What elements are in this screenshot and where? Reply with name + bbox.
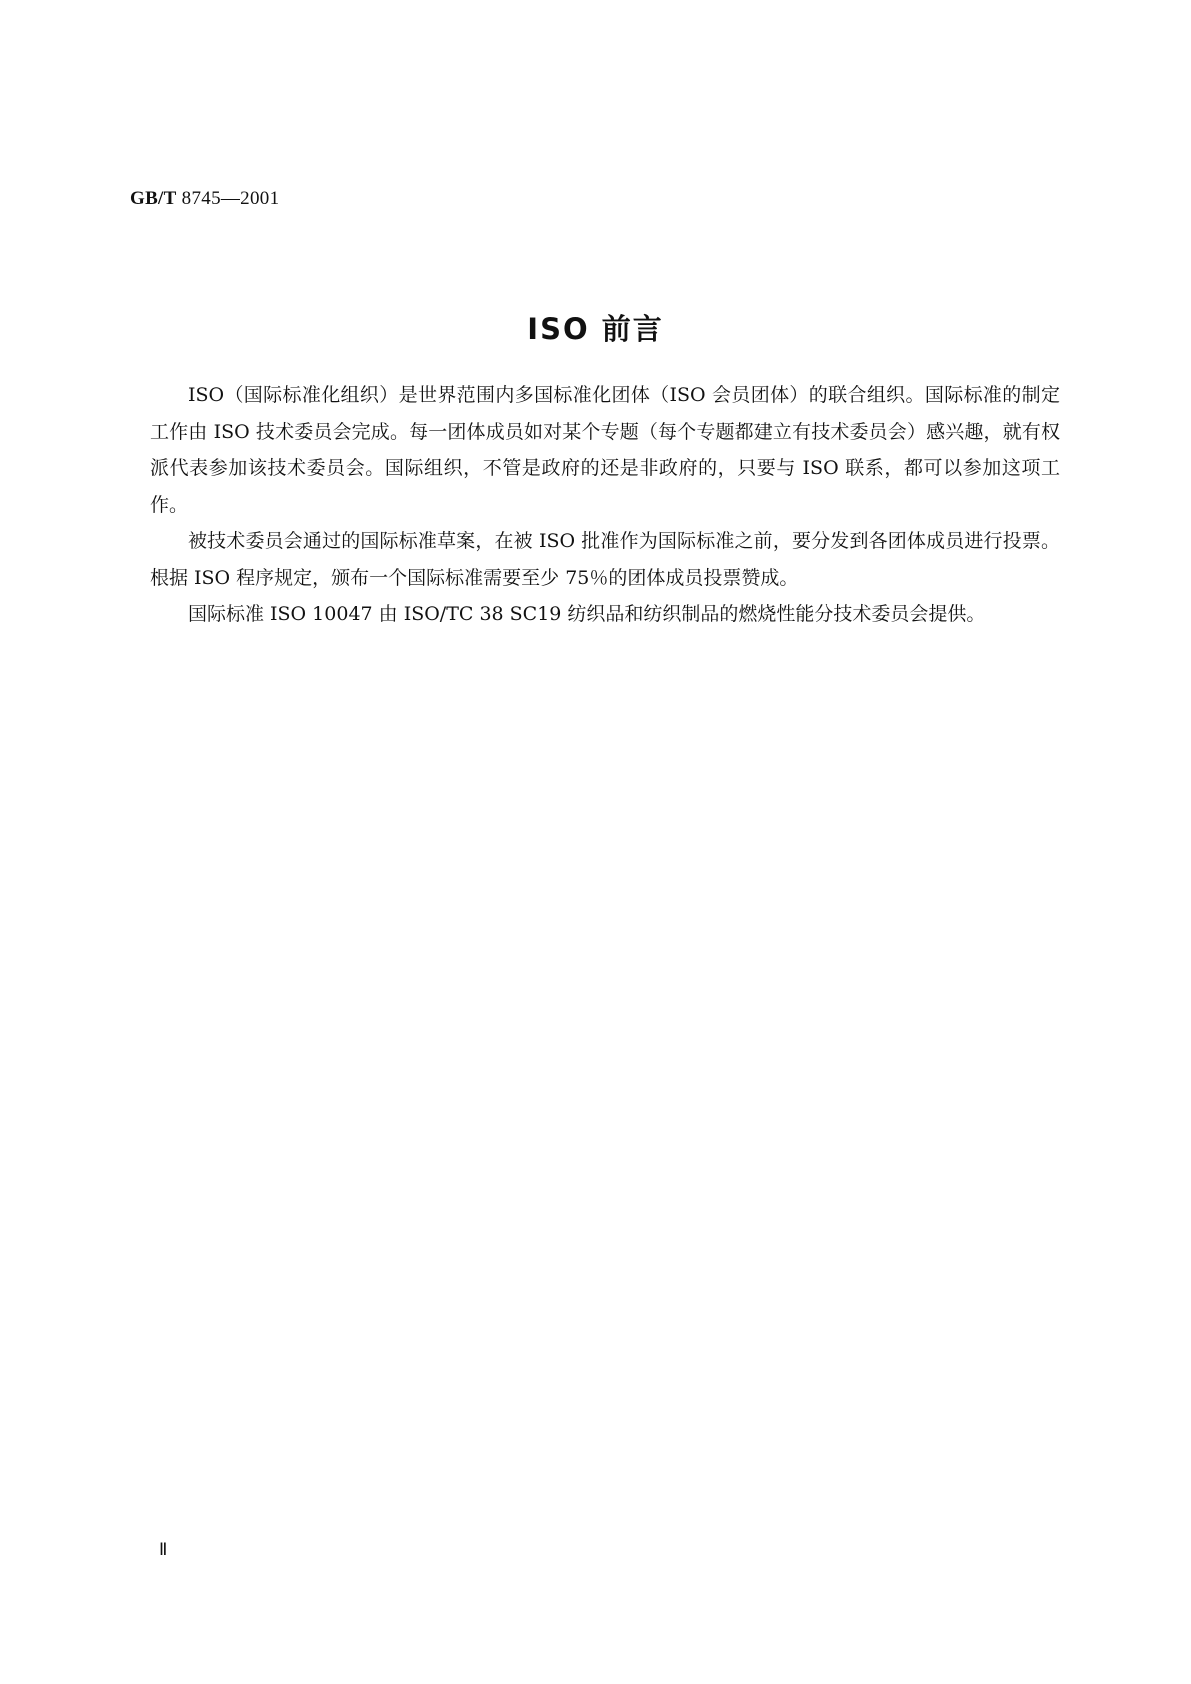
page-number: Ⅱ (159, 1540, 168, 1559)
standard-code (130, 188, 279, 210)
paragraph-iso-organization: ISO（国际标准化组织）是世界范围内多国标准化团体（ISO 会员团体）的联合组织。国际标准的制定工作由 ISO 技术委员会完成。每一团体成员如对某个专题（每个专题都建立有技术委员会）感兴趣，就有权派代表参加该技术委员会。国际组织，不管是政府的还是非政府的，只要与 ISO 联系，都可以参加这项工作。 (150, 384, 1060, 516)
paragraph-voting: 被技术委员会通过的国际标准草案，在被 ISO 批准作为国际标准之前，要分发到各团体成员进行投票。根据 ISO 程序规定，颁布一个国际标准需要至少 75％的团体成员投票赞成。 (150, 530, 1060, 589)
standard-prefix: GB/T (130, 188, 177, 209)
foreword-body (150, 377, 1060, 633)
paragraph-source-committee: 国际标准 ISO 10047 由 ISO/TC 38 SC19 纺织品和纺织制品的燃烧性能分技术委员会提供。 (188, 603, 986, 625)
standard-number: 8745—2001 (181, 188, 280, 209)
page-title: ISO 前言 (527, 312, 664, 346)
